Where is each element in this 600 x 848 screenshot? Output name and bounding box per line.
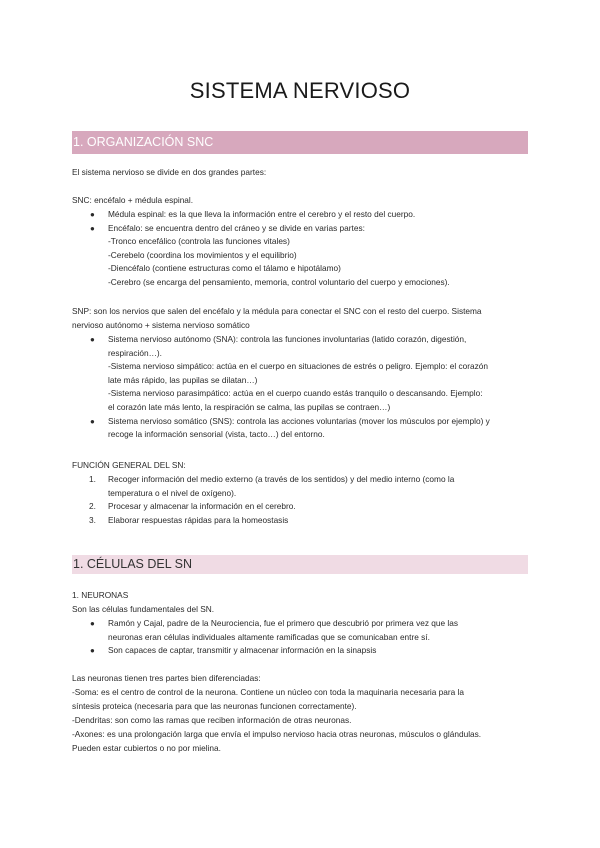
list-item: ● Sistema nervioso autónomo (SNA): controla las funciones involuntarias (latido corazón, digestión, respiración…). -Sistema nervioso simpático: actúa en el cuerpo en situaciones de estrés o peligro. Ejemplo: el corazón late más rápido, las pupilas se dilatan…) -Sistema nervioso parasimpático: actúa en el cuerpo cuando estás tranquilo o descansando. Ejemplo: el corazón late más lento, la respiración se calma, las pupilas se contraen…) <box>90 334 489 412</box>
bullet-icon: ● <box>90 335 95 344</box>
bullet-icon: ● <box>90 210 95 219</box>
bullet-icon: ● <box>90 416 95 426</box>
partes-line: -Soma: es el centro de control de la neurona. Contiene un núcleo con toda la maquinaria necesaria para la <box>72 687 465 697</box>
partes-line: Las neuronas tienen tres partes bien diferenciadas: <box>72 673 261 683</box>
snc-list <box>72 208 528 290</box>
list-item: 2. Procesar y almacenar la información en el cerebro. <box>89 501 296 512</box>
list-item: ● Son capaces de captar, transmitir y almacenar información en la sinapsis <box>72 644 528 658</box>
partes-line: síntesis proteica (necesaria para que las neuronas funcionen correctamente). <box>72 701 357 711</box>
partes-line: -Dendritas: son como las ramas que reciben información de otras neuronas. <box>72 715 352 725</box>
page-title: SISTEMA NERVIOSO <box>189 78 411 103</box>
neuronas-subheading: 1. NEURONAS <box>72 590 129 600</box>
list-item: 1. Recoger información del medio externo (a través de los sentidos) y del medio interno (como la temperatura o el nivel de oxígeno). <box>89 474 455 498</box>
list-item: ● Encéfalo: se encuentra dentro del cráneo y se divide en varias partes: -Tronco encefálico (controla las funciones vitales) -Cerebelo (coordina los movimientos y el equilibrio) -Diencéfalo (contiene estructuras como el tálamo e hipotálamo) -Cerebro (se encarga del pensamiento, memoria, control voluntario del cuerpo y emociones). <box>90 222 450 287</box>
snp-paragraph-line1: SNP: son los nervios que salen del encéfalo y la médula para conectar el SNC con el resto del cuerpo. Sistema <box>72 306 482 316</box>
list-item: 3. Elaborar respuestas rápidas para la homeostasis <box>89 514 289 525</box>
bullet-icon: ● <box>90 223 95 233</box>
partes-line: -Axones: es una prolongación larga que envía el impulso nervioso hacia otras neuronas, músculos o glándulas. <box>72 729 482 739</box>
neuronas-intro: Son las células fundamentales del SN. <box>72 604 215 614</box>
bullet-icon: ● <box>90 646 95 656</box>
list-item: ● Sistema nervioso somático (SNS): controla las acciones voluntarias (mover los músculos por ejemplo) y recoge la información sensorial (vista, tacto…) del entorno. <box>90 415 490 440</box>
neuronas-list <box>72 617 528 658</box>
function-list <box>72 473 528 527</box>
snp-list <box>72 333 528 442</box>
bullet-icon: ● <box>90 619 95 628</box>
section-heading-organizacion: 1. ORGANIZACIÓN SNC <box>72 131 528 154</box>
function-label: FUNCIÓN GENERAL DEL SN: <box>72 460 186 470</box>
snp-paragraph-line2: nervioso autónomo + sistema nervioso somático <box>72 320 250 330</box>
snc-label: SNC: encéfalo + médula espinal. <box>72 195 194 205</box>
list-item: ● Médula espinal: es la que lleva la información entre el cerebro y el resto del cuerpo. <box>72 208 528 222</box>
section1-intro: El sistema nervioso se divide en dos grandes partes: <box>72 167 267 177</box>
partes-line: Pueden estar cubiertos o no por mielina. <box>72 743 221 753</box>
section-heading-celulas: 1. CÉLULAS DEL SN <box>72 555 528 574</box>
list-item: ● Ramón y Cajal, padre de la Neurociencia, fue el primero que descubrió por primera vez que las neuronas eran células individuales altamente ramificadas que se comunicaban entre sí. <box>90 618 459 642</box>
